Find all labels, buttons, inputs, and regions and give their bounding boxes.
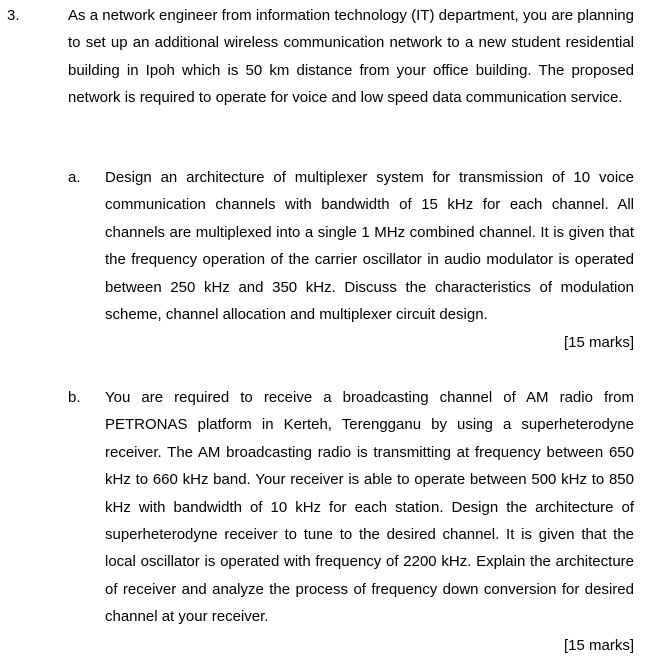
part-a-text: Design an architecture of multiplexer system for transmission of 10 voice communication channels with bandwidth of 15 kHz for each channel. All channels are multiplexed into a single 1 MHz combined channel. It is given that the frequency operation of the carrier oscillator in audio modulator is operated between 250 kHz and 350 kHz. Discuss the characteristics of modulation scheme, channel allocation and multiplexer circuit design. [105,169,634,324]
part-b-marks: [15 marks] [563,637,634,654]
part-a-letter: a. [68,169,81,186]
part-a-marks: [15 marks] [563,334,634,351]
part-b-letter: b. [68,389,81,406]
question-number: 3. [7,7,20,24]
part-b-text: You are required to receive a broadcasting channel of AM radio from PETRONAS platform in Kerteh, Terengganu by using a superheterodyne receiver. The AM broadcasting radio is transmitting at frequency between 650 kHz to 660 kHz band. Your receiver is able to operate between 500 kHz to 850 kHz with bandwidth of 10 kHz for each station. Design the architecture of superheterodyne receiver to tune to the desired channel. It is given that the local oscillator is operated with frequency of 2200 kHz. Explain the architecture of receiver and analyze the process of frequency down conversion for desired channel at your receiver. [105,389,634,626]
question-intro: As a network engineer from information technology (IT) department, you are planning to set up an additional wireless communication network to a new student residential building in Ipoh which is 50 km distance from your office building. The proposed network is required to operate for voice and low speed data communication service. [68,7,634,107]
